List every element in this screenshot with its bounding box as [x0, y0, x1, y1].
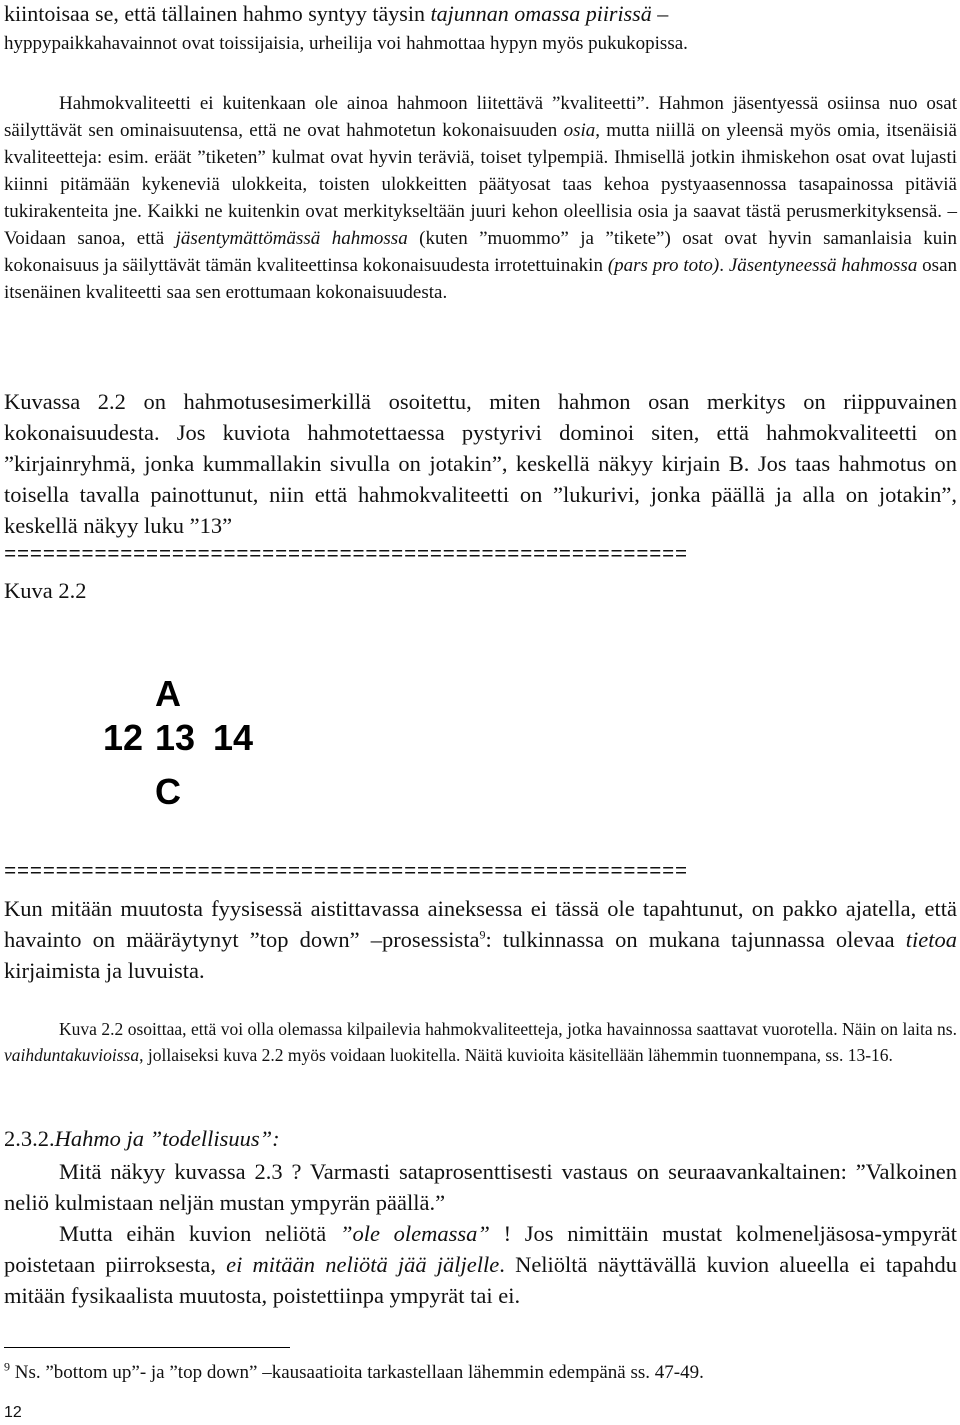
separator-line: =====================================================	[4, 861, 688, 884]
text-span: –	[651, 1, 669, 26]
figure-number-12: 12	[103, 717, 144, 758]
italic-span: tietoa	[905, 927, 957, 952]
text-span: Kun mitään muutosta fyysisessä aistittavassa aineksessa ei tässä ole tapahtunut, on pakko ajatella, että havainto on määräytynyt ”top down” –prosessista	[4, 896, 957, 952]
footnote-text: Ns. ”bottom up”- ja ”top down” –kausaatioita tarkastellaan lähemmin edempänä ss. 47-49.	[10, 1362, 704, 1383]
section-heading	[4, 1124, 957, 1154]
page-number: 12	[4, 1404, 22, 1421]
text-span: osan itsenäinen kvaliteetti saa sen erottumaan kokonaisuudesta.	[4, 255, 958, 303]
text-span: : tulkinnassa on mukana tajunnassa olevaa	[485, 927, 906, 952]
italic-span: ”ole olemassa”	[339, 1221, 490, 1246]
italic-span: Jäsentyneessä hahmossa	[728, 255, 918, 276]
paragraph-intro-continuation	[4, 0, 957, 58]
section-title: Hahmo ja ”todellisuus”:	[54, 1126, 280, 1151]
section-number: 2.3.2.	[4, 1126, 55, 1151]
footnote	[4, 1360, 704, 1386]
italic-span: tajunnan omassa piirissä	[430, 1, 652, 26]
paragraph-top-down	[4, 893, 957, 986]
text-span: kiintoisaa se, että tällainen hahmo syntyy täysin	[4, 1, 431, 26]
text-span: Kuva 2.2 osoittaa, että voi olla olemassa kilpailevia hahmokvaliteetteja, jotka havainnossa saattavat vuorotella. Näin on laita ns.	[59, 1019, 957, 1039]
figure-center-13: 13	[155, 717, 196, 758]
italic-span: (pars pro toto)	[607, 255, 720, 276]
text-span: Mutta eihän kuvion neliötä	[59, 1221, 340, 1246]
paragraph-kuvassa-2-2: Kuvassa 2.2 on hahmotusesimerkillä osoitettu, miten hahmon osan merkitys on riippuvainen kokonaisuudesta. Jos kuviota hahmotettaessa pystyrivi dominoi siten, että hahmokvaliteetti on ”kirjainryhmä, jonka kummallakin sivulla on jotakin”, keskellä näkyy kirjain B. Jos taas hahmotus on toisella tavalla painottunut, niin että hahmokvaliteetti on ”lukurivi, jonka päällä ja alla on jotakin”, keskellä näkyy luku ”13”	[4, 389, 957, 538]
text-span: hyppypaikkahavainnot ovat toissijaisia, urheilija voi hahmottaa hypyn myös pukukopissa.	[4, 33, 688, 54]
text-span: .	[719, 255, 729, 276]
paragraph-mutta-eihan	[4, 1218, 957, 1311]
figure-letter-a: A	[155, 673, 181, 714]
italic-span: osia	[563, 120, 596, 141]
footnote-rule	[4, 1347, 290, 1348]
footnote-ref: 9	[479, 927, 486, 942]
italic-span: vaihduntakuvioissa	[4, 1045, 140, 1065]
italic-span: jäsentymättömässä hahmossa	[175, 228, 408, 249]
text-span: Hahmokvaliteetti ei kuitenkaan ole ainoa hahmoon liitettävä ”kvaliteetti”. Hahmon jäsentyessä osiinsa nuo osat säilyttävät sen ominaisuutensa, että ne ovat hahmotetun kokonaisuuden	[4, 93, 957, 141]
paragraph-kilpailevia	[4, 1016, 957, 1068]
text-span: . Neliöltä näyttävällä kuvion alueella ei tapahdu mitään fysikaalista muutosta, poistettiinpa ympyrät tai ei.	[4, 1252, 957, 1308]
text-span: kirjaimista ja luvuista.	[4, 958, 205, 983]
italic-span: ei mitään neliötä jää jäljelle	[226, 1252, 500, 1277]
separator-line: =====================================================	[4, 544, 688, 567]
paragraph-hahmokvaliteetti	[4, 90, 957, 306]
figure-number-14: 14	[213, 717, 254, 758]
text-span: , mutta niillä on yleensä myös omia, itsenäisiä kvaliteetteja: esim. eräät ”tiketen” kulmat ovat hyvin teräviä, toiset tylpempiä. Ihmisellä jotkin ihmiskehon osat ovat lujasti kiinni pitämään kykeneviä ulokkeita, toisten ulokkeitten päätyosat taas kehoa pystyaasennossa tasapainossa pitäviä tukirakenteita jne. Kaikki ne kuitenkin ovat merkitykseltään juuri kehon oleellisia osia ja saavat tästä perusmerkityksensä. – Voidaan sanoa, että	[4, 120, 957, 249]
figure-caption: Kuva 2.2	[4, 578, 87, 603]
text-span: ! Jos nimittäin mustat kolmeneljäsosa-ympyrät poistetaan piirroksesta,	[4, 1221, 957, 1277]
figure-letter-c: C	[155, 771, 181, 812]
footnote-number: 9	[4, 1359, 10, 1374]
text-span: (kuten ”muommo” ja ”tikete”) osat ovat hyvin samanlaisia kuin kokonaisuus ja säilyttävät tämän kvaliteettinsa kokonaisuudesta irrotettuinakin	[4, 228, 957, 276]
paragraph-mita-nakyy: Mitä näkyy kuvassa 2.3 ? Varmasti sataprosenttisesti vastaus on seuraavankaltainen: ”Valkoinen neliö kulmistaan neljän mustan ympyrän päällä.”	[4, 1159, 957, 1215]
figure-2-2	[95, 665, 275, 815]
text-span: , jollaiseksi kuva 2.2 myös voidaan luokitella. Näitä kuvioita käsitellään lähemmin tuonnempana, ss. 13-16.	[139, 1045, 893, 1065]
